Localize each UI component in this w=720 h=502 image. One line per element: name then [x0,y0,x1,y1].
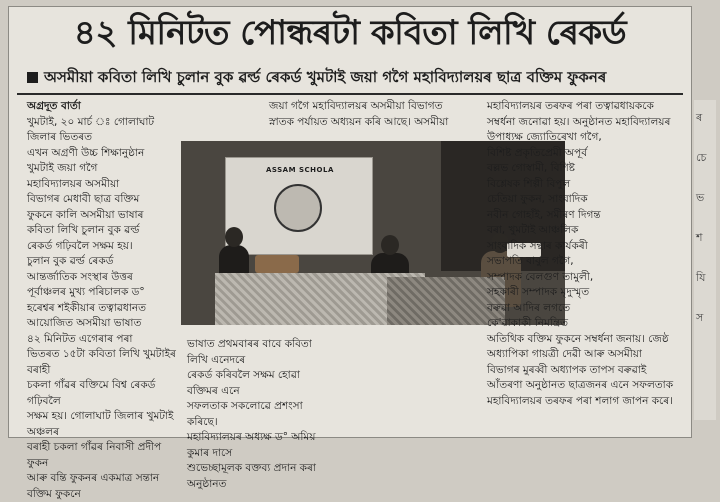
person-head [381,235,399,255]
paragraph-line: কবিতা লিখি চুলান বুক ৱৰ্ল্ড [27,224,140,236]
paragraph-line: সম্বৰ্ধনা জনোৱা হয়। অনুষ্ঠানত মহাবিদ্যালয়ৰ [487,115,671,128]
adjacent-text: যি [696,271,706,284]
square-bullet-icon [27,72,38,83]
paragraph-line: বৰাহী চকলা গাঁৱৰ নিবাসী প্ৰদীপ ফুকন [27,441,162,469]
paragraph-line: বল্লভ গোস্বামী, বিশিষ্ট [487,162,575,174]
paragraph-line: ফুকনে কালি অসমীয়া ভাষাৰ [27,208,144,221]
paragraph-line: বিশিষ্ট প্ৰকৃতিপ্ৰেমী অপূৰ্ব [487,146,588,159]
paragraph-line: খুমটাই, ২০ মাৰ্চ ঃ গোলাঘাট জিলাৰ ভিতৰত [27,115,155,143]
paragraph-line: ৰেকৰ্ড কৰিবলৈ সক্ষম হোৱা বক্তিমৰ এনে [187,369,300,397]
divider [17,93,683,95]
paragraph-line: বৰা, খুমটাই আঞ্চলিক [487,224,579,236]
paragraph-line: জয়া গগৈ মহাবিদ্যালয়ৰ অসমীয়া বিভাগত [269,100,443,112]
column-3 [487,99,683,433]
paragraph-line: ৪২ মিনিটত এগেৰাৰ পৰা [27,332,133,345]
person-head [225,227,243,247]
paragraph-line: পূৰ্বাঞ্চলৰ মুখ্য পৰিচালক ড° [27,286,145,298]
paragraph-line: বৰুৱা আদিৰ লগতে [487,301,571,314]
paragraph-line: নবীন গোহাঁই, সমীৰণ দিগন্ত [487,208,601,221]
paragraph-line: মহাবিদ্যালয়ৰ অসমীয়া [27,177,120,190]
paragraph-line: সক্ষম হয়। গোলাঘাট জিলাৰ খুমটাই অঞ্চলৰ [27,410,174,438]
paragraph-line: সাংবাদিক সন্থাৰ কাৰ্যকৰী [487,239,588,252]
paragraph-line: আন্তৰ্জাতিক সংস্থাৰ উত্তৰ [27,270,133,283]
paragraph-line: ৰেকৰ্ড গঢ়িবলৈ সক্ষম হয়। [27,239,133,252]
photo-object [255,255,299,273]
paragraph-line: হৰেশ্বৰ শইকীয়াৰ তত্বাৱধানত [27,301,147,314]
newspaper-clipping [8,6,692,500]
adjacent-text: শ [696,231,703,244]
paragraph-line: চুলান বুক ৱৰ্ল্ড ৰেকৰ্ড [27,255,114,267]
paragraph-line: স্নাতক পৰ্যায়ত অধ্যয়ন কৰি আছে। অসমীয়া [269,115,449,128]
photo-banner [225,157,373,255]
column-1 [27,99,179,500]
paragraph-line: শুভেচ্ছামূলক বক্তব্য প্ৰদান কৰা অনুষ্ঠানত [187,462,316,490]
paragraph-line: আৰু বন্তি ফুকনৰ একমাত্ৰ সন্তান বক্তিম ফুকনে [27,472,160,500]
paragraph-line: মহাবিদ্যালয়ৰ তৰফৰ পৰা তত্বাৱধায়ককে [487,100,654,112]
subheadline-text: অসমীয়া কবিতা লিখি চুলান বুক ৱৰ্ল্ড ৰেকৰ্ড খুমটাই জয়া গগৈ মহাবিদ্যালয়ৰ ছাত্ৰ বক্তিম ফুকনৰ [44,68,607,86]
paragraph-line: চেতিয়া ফুকন, সাংবাদিক [487,193,588,205]
adjacent-clipping [694,100,716,420]
headline: ৪২ মিনিটত পোন্ধৰটা কবিতা লিখি ৰেকৰ্ড [73,13,627,53]
paragraph-line: মহাবিদ্যালয়ৰ তৰফৰ পৰা শলাগ জাপন কৰে। [487,394,673,407]
paragraph-line: বিভাগৰ মেধাবী ছাত্ৰ বক্তিম [27,193,140,205]
paragraph-line: আয়োজিত অসমীয়া ভাষাত [27,317,142,329]
paragraph-line: ভিতৰত ১৫টা কবিতা লিখি খুমটাইৰ বৰাহী [27,348,176,376]
paragraph-line: খুমটাই জয়া গগৈ [27,162,98,174]
column-2-top [269,99,487,139]
paragraph-line: সফলতাক সকলোৱে প্ৰশংসা কৰিছে। [187,400,303,428]
college-emblem-icon [274,184,322,232]
byline: অগ্ৰদূত বাৰ্তা [27,100,81,112]
banner-text: ASSAM SCHOLA [266,166,334,174]
subheadline [27,65,677,89]
paragraph-line: অধ্যাপিকা গায়ত্ৰী দেৱী আৰু অসমীয়া [487,348,642,360]
paragraph-line: আঁতৰণা অনুষ্ঠানত ছাত্ৰজনৰ এনে সফলতাক [487,379,674,391]
paragraph-line: এখন অগ্ৰণী উচ্চ শিক্ষানুষ্ঠান [27,146,145,159]
paragraph-line: বিভাগৰ মুৰব্বী অধ্যাপক তাপস বৰুৱাই [487,363,647,376]
paragraph-line: মহাবিদ্যালয়ৰ অধ্যক্ষ ড° অমিয় কুমাৰ দাসে [187,431,316,459]
paragraph-line: কে'ৱাকাকী নিমন্ত্ৰিত [487,317,569,329]
paragraph-line: ভাষাত প্ৰথমবাৰৰ বাবে কবিতা লিখি এনেদৰে [187,338,312,366]
paragraph-line: অতিথিক বক্তিম ফুকনে সম্বৰ্ধনা জনায়। জেষ্ঠ [487,332,669,345]
paragraph-line: বিশ্লেষক শিল্পী বিপুল [487,177,571,190]
adjacent-text: চে [696,151,707,164]
paragraph-line: সহকাৰী সম্পাদক মৃদুস্মৃত [487,286,590,298]
paragraph-line: সম্পাদক বেলগুণ তামুলী, [487,270,594,283]
paragraph-line: সভাপতি বাবুল গগৈ, [487,255,574,267]
paragraph-line: চকলা গাঁৱৰ বক্তিমে বিশ্ব ৰেকৰ্ড গঢ়িবলৈ [27,379,156,407]
adjacent-text: ভ [696,191,705,204]
paragraph-line: উপাধ্যক্ষ জ্যোতিৰেখা গগৈ, [487,131,602,143]
column-2-bottom [187,337,327,490]
adjacent-text: ৰ [696,111,703,124]
adjacent-text: স [696,311,704,324]
